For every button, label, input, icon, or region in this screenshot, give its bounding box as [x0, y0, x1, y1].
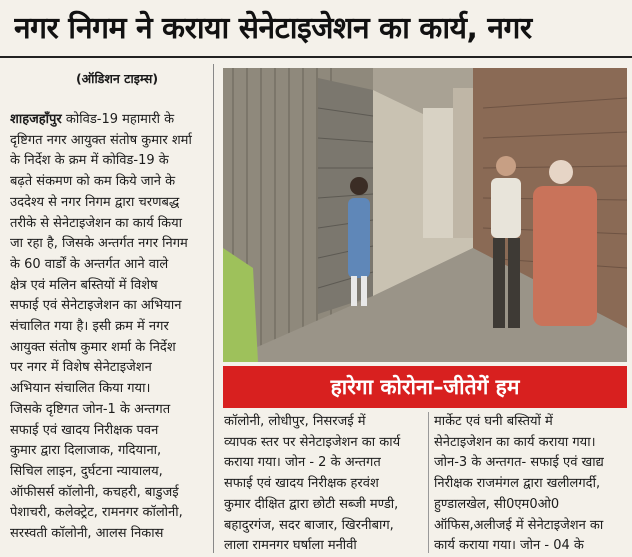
article-line: कार्य कराया गया। जोन - 04 के	[434, 538, 584, 554]
article-line: ऑफीसर्स कॉलोनी, कचहरी, बाडुजई	[10, 484, 179, 500]
article-line: लाला रामनगर घर्षाला मनीवी	[224, 538, 357, 554]
column-divider	[213, 64, 214, 553]
article-line: जिसके दृष्टिगत जोन-1 के अन्तगत	[10, 401, 171, 417]
street-scene-image	[223, 68, 627, 362]
article-line: बढ़ते संकमण को कम किये जाने के	[10, 174, 176, 190]
headline-rule	[0, 56, 632, 58]
column-divider	[428, 412, 429, 553]
article-line: के 60 वार्डों के अन्तर्गत आने वाले	[10, 256, 169, 272]
article-line: कुमार दीक्षित द्वारा छोटी सब्जी मण्डी,	[224, 496, 399, 512]
article-line: कराया गया। जोन - 2 के अन्तगत	[224, 455, 381, 471]
article-line: जा रहा है, जिसके अन्तर्गत नगर निगम	[10, 236, 188, 252]
left-article-column	[10, 110, 203, 545]
right-article-column	[434, 412, 628, 557]
middle-article-column	[224, 412, 420, 557]
article-line: सिचिल लाइन, दुर्घटना न्यायालय,	[10, 463, 163, 479]
article-line: कुमार द्वारा दिलाजाक, गदियाना,	[10, 443, 162, 459]
dateline: शाहजहाँपुर	[10, 112, 62, 127]
article-line: सफाई एवं खादय निरीक्षक पवन	[10, 422, 159, 438]
article-line: के निर्देश के क्रम में कोविड-19 के	[10, 153, 169, 169]
article-line: पेशाचरी, कलेक्ट्रेट, रामनगर कॉलोनी,	[10, 505, 183, 521]
slogan-banner: हारेगा कोरोना–जीतेगें हम	[223, 366, 627, 408]
article-line: हुण्डालखेल, सी0एम0ओ0	[434, 496, 560, 512]
article-line: जोन-3 के अन्तगत- सफाई एवं खाद्य	[434, 455, 604, 471]
article-line: पर नगर में विशेष सेनेटाइजेशन	[10, 360, 152, 376]
article-line: सरस्वती कॉलोनी, आलस निकास	[10, 526, 164, 542]
headline: नगर निगम ने कराया सेनेटाइजेशन का कार्य, नगर	[14, 11, 532, 46]
article-line: क्षेत्र एवं मलिन बस्तियों में विशेष	[10, 277, 158, 293]
article-line: तरीके से सेनेटाइजेशन का कार्य किया	[10, 215, 183, 231]
article-line: संचालित गया है। इसी क्रम में नगर	[10, 319, 169, 335]
article-line: आयुक्त संतोष कुमार शर्मा के निर्देश	[10, 339, 176, 355]
article-line: सेनेटाइजेशन का कार्य कराया गया।	[434, 434, 596, 450]
news-photo	[223, 68, 627, 362]
article-line: कोविड-19 महामारी के	[65, 112, 175, 127]
article-line: व्यापक स्तर पर सेनेटाइजेशन का कार्य	[224, 434, 401, 450]
article-line: अभियान संचालित किया गया।	[10, 381, 151, 397]
article-line: उददेश्य से नगर निगम द्वारा चरणबद्ध	[10, 194, 180, 210]
article-line: सफाई एवं खादय निरीक्षक हरवंश	[224, 476, 379, 492]
agency-credit: (ऑडिशन टाइम्स)	[75, 71, 159, 86]
article-line: दृष्टिगत नगर आयुक्त संतोष कुमार शर्मा	[10, 132, 192, 148]
article-line: सफाई एवं सेनेटाइजेशन का अभियान	[10, 298, 182, 314]
article-line: मार्केट एवं घनी बस्तियों में	[434, 414, 553, 429]
article-line: निरीक्षक राजमंगल द्वारा खलीलगर्दी,	[434, 476, 601, 492]
article-line: बहादुरगंज, सदर बाजार, खिरनीबाग,	[224, 517, 394, 533]
article-line: ऑफिस,अलीजई में सेनेटाइजेशन का	[434, 517, 604, 533]
article-line: कॉलोनी, लोधीपुर, निसरजई में	[224, 414, 366, 429]
